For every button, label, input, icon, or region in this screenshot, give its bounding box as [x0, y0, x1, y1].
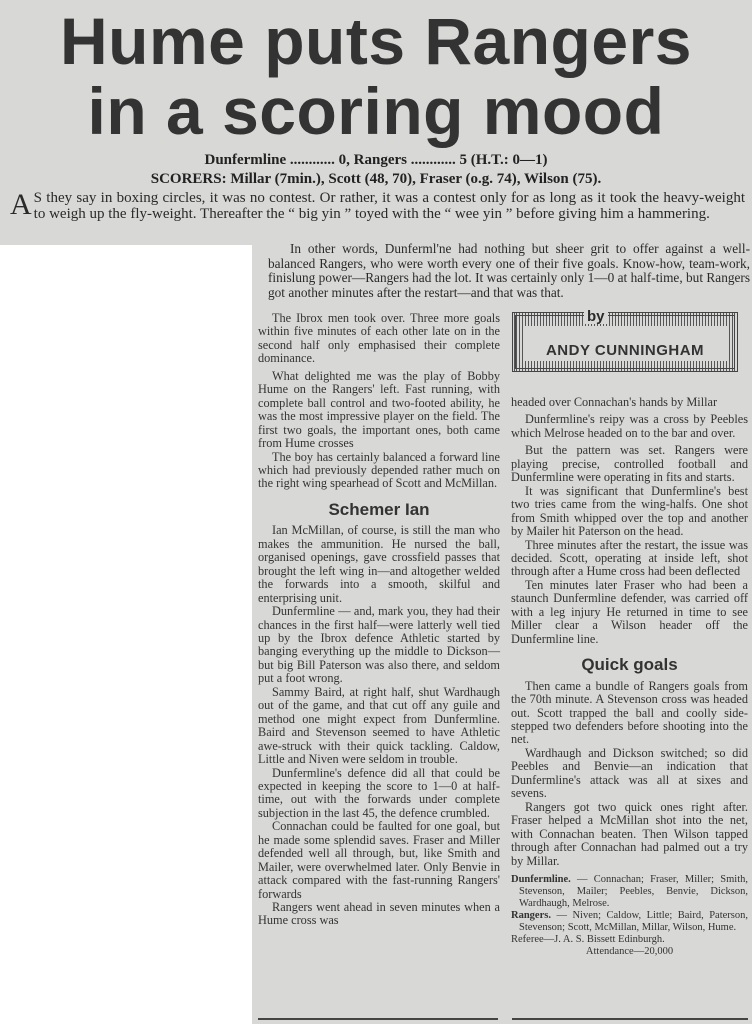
intro-paragraph [10, 188, 745, 222]
column-rule [258, 1018, 498, 1020]
paragraph: Connachan could be faulted for one goal, but he made some splendid saves. Fraser and Miller defended well all through, but, like Smith and Mailer, were overwhelmed later. Only Benvie in attack compared with the fast-running Rangers' forwards [258, 819, 500, 901]
paragraph: The Ibrox men took over. Three more goals within five minutes of each other late on in the second half only emphasised their complete dominance. [258, 311, 500, 366]
paragraph: Then came a bundle of Rangers goals from the 70th minute. A Stevenson cross was headed out. Scott trapped the ball and coolly side-stepped two defenders before shooting into the net. [511, 678, 748, 747]
paragraph: What delighted me was the play of Bobby Hume on the Rangers' left. Fast running, with complete ball control and two-footed ability, he was the most impressive player on the field. The first two goals, the important ones, both came from Hume crosses [258, 368, 500, 451]
subhead-schemer-ian: Schemer Ian [328, 499, 430, 519]
headline-line-2: in a scoring mood [87, 74, 665, 148]
paragraph: Three minutes after the restart, the issue was decided. Scott, operating at inside left, shot through after a Hume cross had been deflected [511, 537, 748, 579]
scorers-line: SCORERS: Millar (7min.), Scott (48, 70), Fraser (o.g. 74), Wilson (75). [150, 171, 602, 187]
rangers-lineup: Rangers. — Niven; Caldow, Little; Baird, Paterson, Stevenson; Scott, McMillan, Millar, Wilson, Hume. [511, 909, 748, 933]
paragraph: But the pattern was set. Rangers were playing precise, controlled football and Dunfermline were operating in fits and starts. [511, 443, 748, 485]
column-rule [512, 1018, 748, 1020]
referee: Referee—J. A. S. Bissett Edinburgh. [511, 933, 665, 945]
byline-by: by [584, 310, 608, 324]
dunfermline-lineup: Dunfermline. — Connachan; Fraser, Miller; Smith, Stevenson, Mailer; Peebles, Benvie, Dickson, Wardhaugh, Melrose. [511, 873, 748, 909]
paragraph: Rangers got two quick ones right after. Fraser helped a McMillan shot into the net, with Connachan beaten. Then Wilson tapped through after Connachan had palmed out a try by Millar. [511, 799, 748, 868]
byline-author: ANDY CUNNINGHAM [545, 342, 705, 359]
lede-paragraph: In other words, Dunferml'ne had nothing but sheer grit to offer against a well-balanced Rangers, who were worth every one of their five goals. Know-how, team-work, finislung power—Rangers had the lot. It was certainly only 1—0 at half-time, but Rangers got another minutes after the restart—and that was that. [268, 241, 750, 300]
right-column [511, 396, 748, 958]
paragraph: It was significant that Dunfermline's best two tries came from the wing-halfs. One shot from Smith whipped over the top and another by Mailer hit Paterson on the head. [511, 483, 748, 539]
byline-box [512, 308, 738, 372]
paragraph: Dunfermline's defence did all that could be expected in keeping the score to 1—0 at half-time, out with the forwards under complete subjection in the last 45, the defence crumbled. [258, 765, 500, 820]
paragraph: Dunfermline — and, mark you, they had their chances in the first half—were latterly well tied up by the Ibrox defence Athletic started by banging everything up the middle to Dickson—but big Bill Paterson was also there, and seldom put a foot wrong. [258, 604, 500, 686]
paragraph: headed over Connachan's hands by Millar [511, 395, 718, 409]
left-column [258, 312, 500, 928]
attendance: Attendance—20,000 [585, 945, 674, 957]
headline-line-1: Hume puts Rangers [60, 4, 692, 78]
paragraph: Rangers went ahead in seven minutes when a Hume cross was [258, 900, 500, 928]
paragraph: Ian McMillan, of course, is still the man who makes the ammunition. He nursed the ball, organised openings, gave crossfield passes that brought the left wing in—and altogether welded the forwards into a smooth, skilful and enterprising unit. [258, 523, 500, 605]
paragraph: The boy has certainly balanced a forward line which had previously depended rather much on the right wing spearhead of Scott and McMillan. [258, 449, 500, 491]
subhead-quick-goals: Quick goals [581, 655, 678, 675]
intro-text: S they say in boxing circles, it was no contest. Or rather, it was a contest only for as long as it took the heavy-weight to weigh up the fly-weight. Thereafter the “ big yin ” toyed with the “ wee yin ” before giving him a hammering. [33, 190, 745, 222]
paragraph: Dunfermline's reipy was a cross by Peebles which Melrose headed on to the bar and over. [511, 412, 748, 440]
paragraph: Sammy Baird, at right half, shut Wardhaugh out of the game, and that cut off any guile and method one might expect from Dunfermline. Baird and Stevenson seemed to have Athletic awe-struck with their quick tackling. Caldow, Little and Niven were seldom in trouble. [258, 684, 500, 767]
paragraph: Wardhaugh and Dickson switched; so did Peebles and Benvie—an indication that Dunfermline's attack was all at sixes and sevens. [511, 745, 748, 801]
team-lineups [511, 874, 748, 958]
score-line: Dunfermline ............ 0, Rangers ............ 5 (H.T.: 0—1) [204, 152, 548, 168]
paragraph: Ten minutes later Fraser who had been a staunch Dunfermline defender, was carried off with a leg injury He returned in time to see Miller clear a Wilson header off the Dunfermline line. [511, 577, 748, 646]
drop-cap: A [10, 188, 32, 221]
